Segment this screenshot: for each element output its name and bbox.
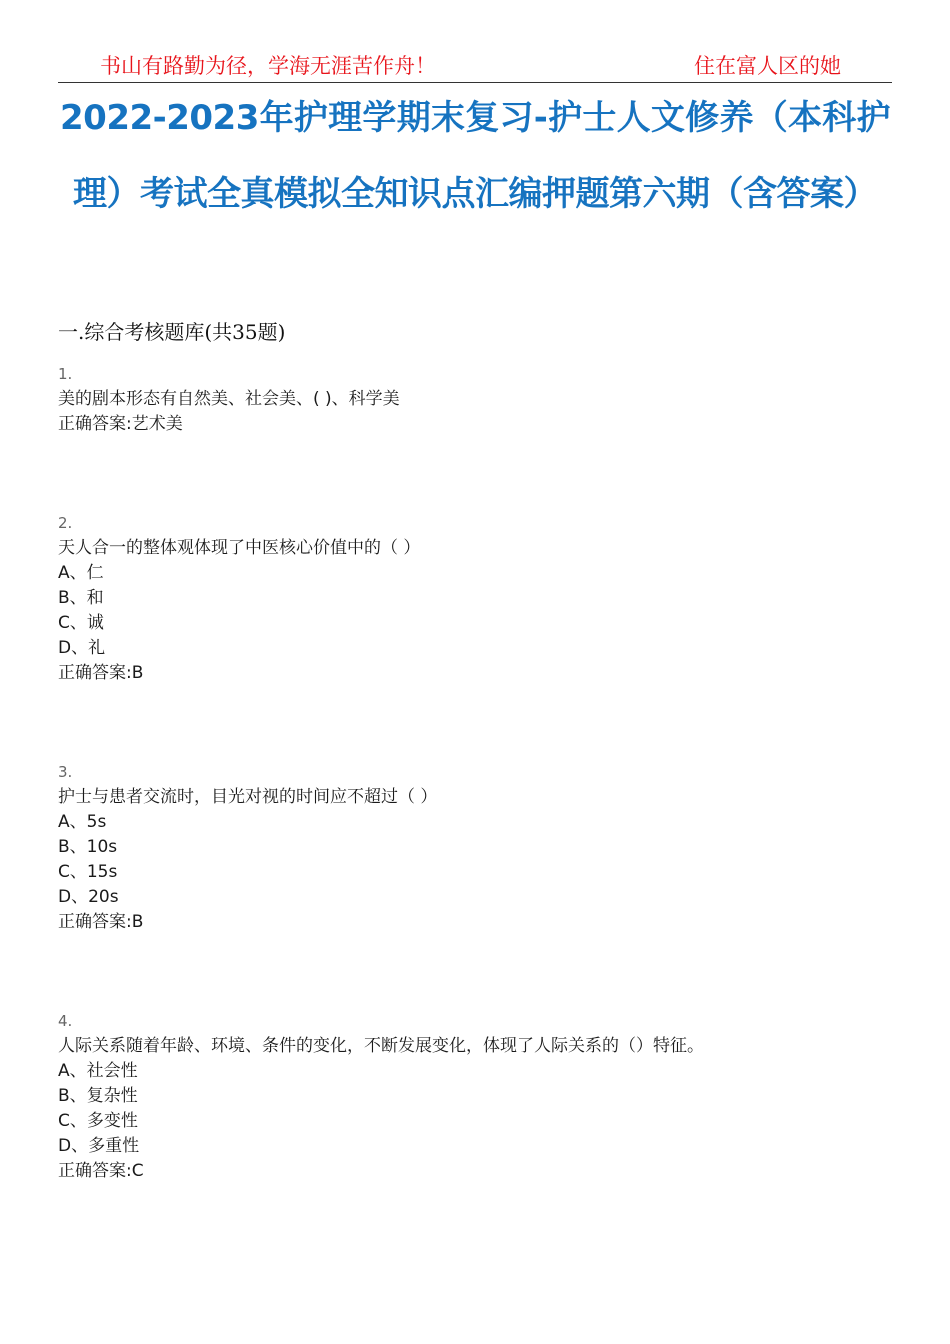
- section-heading: 一.综合考核题库(共35题): [58, 320, 286, 344]
- option-a: A、仁: [58, 563, 104, 583]
- question-number: 2.: [58, 514, 73, 532]
- question-answer: 正确答案:C: [58, 1161, 144, 1181]
- page-title: 2022-2023年护理学期末复习-护士人文修养（本科护理）考试全真模拟全知识点汇编押题第六期（含答案）: [60, 98, 890, 214]
- question-stem: 人际关系随着年龄、环境、条件的变化，不断发展变化，体现了人际关系的（）特征。: [58, 1036, 704, 1056]
- header-motto: 书山有路勤为径，学海无涯苦作舟！: [100, 54, 436, 78]
- option-d: D、20s: [58, 887, 119, 907]
- header-author: 住在富人区的她: [694, 54, 841, 78]
- question-2: [58, 511, 420, 686]
- question-number: 4.: [58, 1012, 73, 1030]
- option-a: A、社会性: [58, 1061, 138, 1081]
- question-number: 3.: [58, 763, 73, 781]
- question-number: 1.: [58, 365, 73, 383]
- question-answer: 正确答案:B: [58, 663, 144, 683]
- question-4: [58, 1009, 704, 1184]
- option-c: C、15s: [58, 862, 118, 882]
- question-stem: 天人合一的整体观体现了中医核心价值中的（ ）: [58, 538, 421, 558]
- question-answer: 正确答案:艺术美: [58, 414, 183, 434]
- option-d: D、多重性: [58, 1136, 140, 1156]
- question-stem: 美的剧本形态有自然美、社会美、( )、科学美: [58, 389, 400, 409]
- option-c: C、诚: [58, 613, 104, 633]
- option-c: C、多变性: [58, 1111, 138, 1131]
- option-d: D、礼: [58, 638, 106, 658]
- option-b: B、和: [58, 588, 104, 608]
- question-answer: 正确答案:B: [58, 912, 144, 932]
- option-b: B、10s: [58, 837, 118, 857]
- question-stem: 护士与患者交流时，目光对视的时间应不超过（ ）: [58, 787, 438, 807]
- option-a: A、5s: [58, 812, 107, 832]
- question-1: [58, 362, 400, 437]
- option-b: B、复杂性: [58, 1086, 138, 1106]
- question-3: [58, 760, 437, 935]
